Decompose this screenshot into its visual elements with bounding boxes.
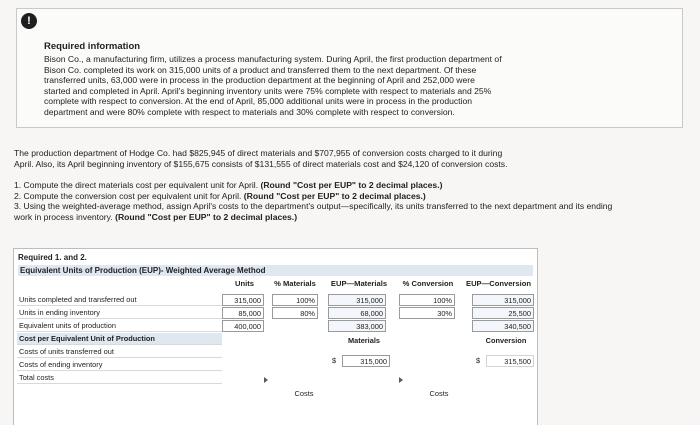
conversion-dollar: $ <box>476 356 481 365</box>
eup-materials-ending-input[interactable]: 68,000 <box>328 307 386 319</box>
units-total-input[interactable]: 400,000 <box>222 320 264 332</box>
required-information-box <box>16 8 683 128</box>
costs-label-conversion: Costs <box>429 389 449 398</box>
row-label-costs-transferred: Costs of units transferred out <box>17 346 222 358</box>
required-title: Required 1. and 2. <box>18 253 87 262</box>
arrow-icon <box>264 377 268 383</box>
materials-dollar: $ <box>332 356 337 365</box>
header-eup-conversion: EUP—Conversion <box>466 279 531 288</box>
required-panel <box>13 248 538 425</box>
pct-materials-ending-input[interactable]: 80% <box>272 307 318 319</box>
info-title: Required information <box>44 41 141 52</box>
header-pct-conversion: % Conversion <box>402 279 454 288</box>
conversion-cost-per-eup-input[interactable]: 315,500 <box>486 355 534 367</box>
row-label-completed: Units completed and transferred out <box>17 294 222 306</box>
eup-conversion-completed-input[interactable]: 315,000 <box>472 294 534 306</box>
eup-materials-completed-input[interactable]: 315,000 <box>328 294 386 306</box>
costs-label-materials: Costs <box>294 389 314 398</box>
problem-paragraph: The production department of Hodge Co. had $825,945 of direct materials and $707,955 of conversion costs charged to it during April. Also, its April beginning inventory of $155,675 consists of $131,555 of direct materials cost and $24,120 of conversion costs. <box>14 148 508 169</box>
pct-conversion-completed-input[interactable]: 100% <box>399 294 455 306</box>
materials-cost-per-eup-input[interactable]: 315,000 <box>342 355 390 367</box>
header-units: Units <box>235 279 254 288</box>
task-1: 1. Compute the direct materials cost per equivalent unit for April. (Round "Cost per EUP" to 2 decimal places.) <box>14 180 443 190</box>
arrow-icon <box>399 377 403 383</box>
eup-conversion-ending-input[interactable]: 25,500 <box>472 307 534 319</box>
units-completed-input[interactable]: 315,000 <box>222 294 264 306</box>
task-2: 2. Compute the conversion cost per equivalent unit for April. (Round "Cost per EUP" to 2 decimal places.) <box>14 190 426 201</box>
row-label-total: Total costs <box>17 372 222 384</box>
units-ending-input[interactable]: 85,000 <box>222 307 264 319</box>
eup-materials-total-input[interactable]: 383,000 <box>328 320 386 332</box>
info-icon: ! <box>21 13 37 29</box>
row-label-costs-ending: Costs of ending inventory <box>17 359 222 371</box>
pct-conversion-ending-input[interactable]: 30% <box>399 307 455 319</box>
materials-label: Materials <box>347 336 381 345</box>
eup-conversion-total-input[interactable]: 340,500 <box>472 320 534 332</box>
cost-per-eup-section: Cost per Equivalent Unit of Production <box>17 333 222 345</box>
info-text: Bison Co., a manufacturing firm, utilizes a process manufacturing system. During April, the first production department of Bison Co. completed its work on 315,000 units of a product and transferred them to the next department. Of these transferred units, 63,000 were in process in the production department at the beginning of April and 252,000 were started and completed in April. April's beginning inventory units were 75% complete with respect to materials and 25% complete with respect to conversion. At the end of April, 85,000 additional units were in process in the production department and were 80% complete with respect to materials and 30% complete with respect to conversion. <box>44 54 502 117</box>
task-3: 3. Using the weighted-average method, assign April's costs to the department's output—specifically, its units transferred to the next department and its ending work in process inventory. (Round "Cost per EUP" to 2 decimal places.) <box>14 201 613 222</box>
row-label-eup: Equivalent units of production <box>17 320 222 332</box>
pct-materials-completed-input[interactable]: 100% <box>272 294 318 306</box>
row-label-ending: Units in ending inventory <box>17 307 222 319</box>
header-eup-materials: EUP—Materials <box>330 279 388 288</box>
eup-table-title: Equivalent Units of Production (EUP)- Weighted Average Method <box>18 265 533 276</box>
task-list <box>14 180 614 222</box>
header-pct-materials: % Materials <box>274 279 316 288</box>
conversion-label: Conversion <box>485 336 527 345</box>
